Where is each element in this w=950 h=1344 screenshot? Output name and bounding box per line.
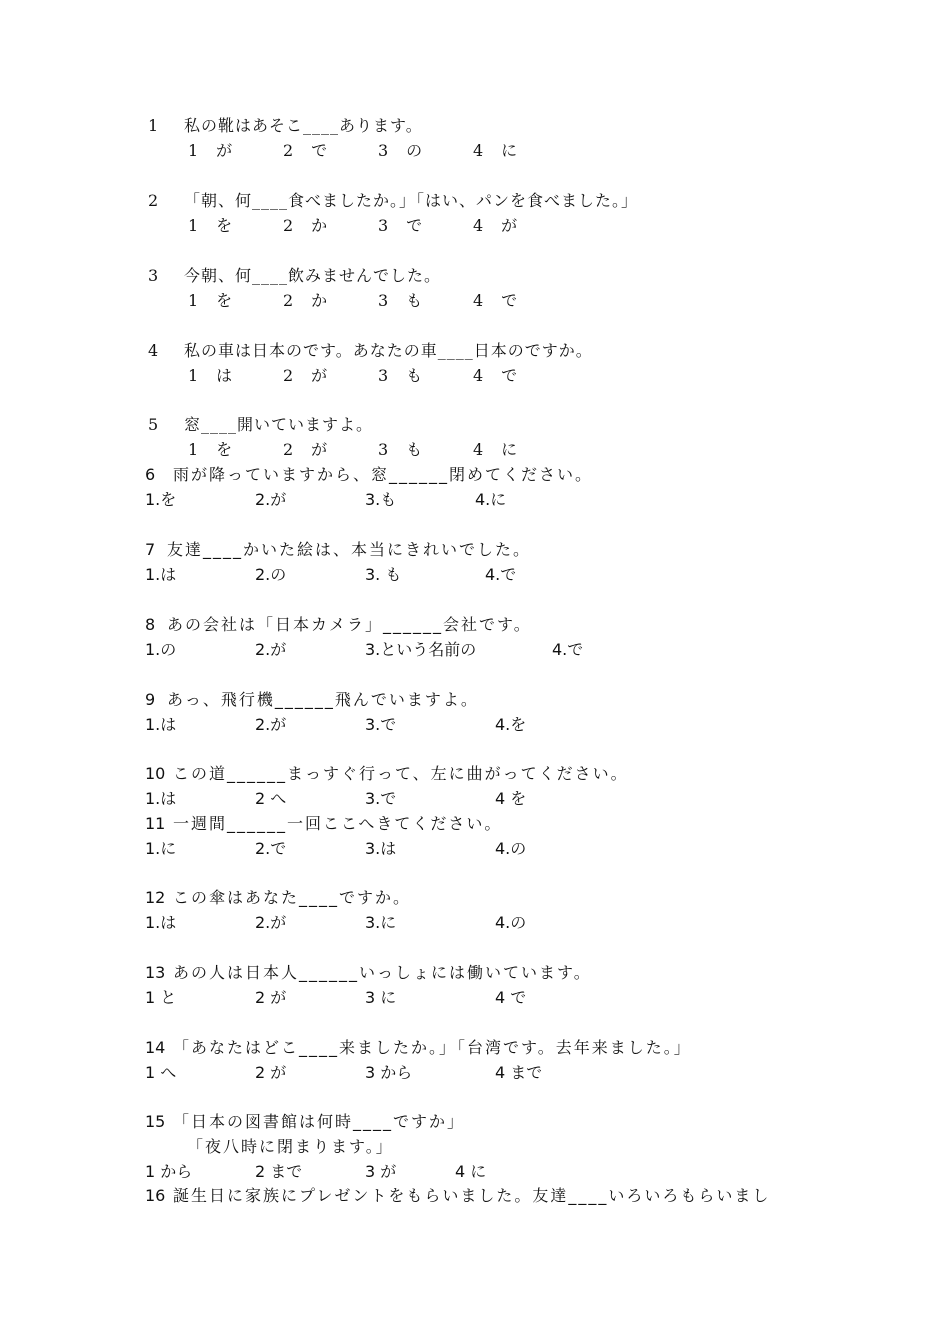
option-4[interactable]: 4 で bbox=[473, 366, 519, 385]
option-2[interactable]: 2 か bbox=[283, 291, 329, 310]
option-3[interactable]: 3.は bbox=[365, 839, 397, 858]
question-stem bbox=[145, 888, 411, 908]
question-stem bbox=[145, 690, 479, 710]
question-stem bbox=[145, 1112, 465, 1132]
option-1[interactable]: 1 を bbox=[188, 216, 234, 235]
option-1[interactable]: 1 を bbox=[188, 440, 234, 459]
question-text: この傘はあなた____ですか。 bbox=[173, 888, 412, 907]
question-stem bbox=[148, 116, 423, 136]
option-2[interactable]: 2 が bbox=[283, 440, 329, 459]
option-4[interactable]: 4 まで bbox=[495, 1063, 543, 1082]
option-2[interactable]: 2 で bbox=[283, 141, 329, 160]
question-text: 今朝、何____飲みませんでした。 bbox=[184, 266, 442, 285]
option-1[interactable]: 1.は bbox=[145, 789, 177, 808]
question-stem bbox=[148, 341, 593, 361]
question-number: 12 bbox=[145, 888, 166, 907]
question-stem bbox=[148, 415, 373, 435]
question-number: 2 bbox=[148, 191, 160, 210]
option-1[interactable]: 1.は bbox=[145, 913, 177, 932]
option-2[interactable]: 2.が bbox=[255, 715, 287, 734]
option-4[interactable]: 4.で bbox=[552, 640, 584, 659]
option-3[interactable]: 3 が bbox=[365, 1162, 397, 1181]
option-4[interactable]: 4 で bbox=[495, 988, 527, 1007]
option-1[interactable]: 1 から bbox=[145, 1162, 193, 1181]
question-stem bbox=[145, 1186, 770, 1206]
option-4[interactable]: 4.の bbox=[495, 913, 527, 932]
option-3[interactable]: 3. も bbox=[365, 565, 402, 584]
question-stem bbox=[145, 615, 532, 635]
option-1[interactable]: 1.に bbox=[145, 839, 177, 858]
option-2[interactable]: 2.が bbox=[255, 490, 287, 509]
option-1[interactable]: 1 を bbox=[188, 291, 234, 310]
option-3[interactable]: 3 の bbox=[378, 141, 424, 160]
question-stem bbox=[145, 1038, 692, 1058]
option-1[interactable]: 1 と bbox=[145, 988, 177, 1007]
option-3[interactable]: 3 から bbox=[365, 1063, 413, 1082]
question-text: 雨が降っていますから、窓______閉めてください。 bbox=[173, 465, 594, 484]
option-3[interactable]: 3 も bbox=[378, 291, 424, 310]
option-1[interactable]: 1 は bbox=[188, 366, 234, 385]
question-number: 13 bbox=[145, 963, 166, 982]
option-4[interactable]: 4 に bbox=[473, 141, 519, 160]
question-text: 「あなたはどこ____来ましたか。」「台湾です。去年来ました。」 bbox=[173, 1038, 692, 1057]
option-1[interactable]: 1 が bbox=[188, 141, 234, 160]
question-number: 15 bbox=[145, 1112, 166, 1131]
question-stem bbox=[148, 191, 638, 211]
question-text: あの会社は「日本カメラ」______会社です。 bbox=[167, 615, 532, 634]
question-text: 「朝、何____食べましたか。」「はい、パンを食べました。」 bbox=[184, 191, 639, 210]
question-text: この道______まっすぐ行って、左に曲がってください。 bbox=[173, 764, 629, 783]
option-3[interactable]: 3 で bbox=[378, 216, 424, 235]
question-text: 一週間______一回ここへきてください。 bbox=[173, 814, 503, 833]
question-text: 誕生日に家族にプレゼントをもらいました。友達____いろいろもらいまし bbox=[173, 1186, 771, 1205]
question-text-line-2: 「夜八時に閉まります。」 bbox=[187, 1137, 394, 1156]
question-text: あっ、飛行機______飛んでいますよ。 bbox=[167, 690, 479, 709]
option-4[interactable]: 4 が bbox=[473, 216, 519, 235]
question-stem bbox=[145, 764, 629, 784]
option-2[interactable]: 2 へ bbox=[255, 789, 287, 808]
question-stem bbox=[145, 465, 593, 485]
question-number: 5 bbox=[148, 415, 160, 434]
option-2[interactable]: 2.が bbox=[255, 913, 287, 932]
question-stem bbox=[145, 814, 502, 834]
option-1[interactable]: 1.は bbox=[145, 565, 177, 584]
option-3[interactable]: 3.で bbox=[365, 789, 397, 808]
question-text: 友達____かいた絵は、本当にきれいでした。 bbox=[167, 540, 532, 559]
option-4[interactable]: 4.を bbox=[495, 715, 527, 734]
option-2[interactable]: 2.が bbox=[255, 640, 287, 659]
question-number: 10 bbox=[145, 764, 166, 783]
question-text: 窓____開いていますよ。 bbox=[184, 415, 374, 434]
option-4[interactable]: 4 に bbox=[455, 1162, 487, 1181]
option-4[interactable]: 4.で bbox=[485, 565, 517, 584]
question-number: 14 bbox=[145, 1038, 166, 1057]
question-text: あの人は日本人______いっしょには働いています。 bbox=[173, 963, 592, 982]
question-text: 私の車は日本のです。あなたの車____日本のですか。 bbox=[184, 341, 593, 360]
question-text: 「日本の図書館は何時____ですか」 bbox=[173, 1112, 466, 1131]
question-number: 9 bbox=[145, 690, 156, 709]
option-3[interactable]: 3.で bbox=[365, 715, 397, 734]
option-4[interactable]: 4 で bbox=[473, 291, 519, 310]
option-2[interactable]: 2 か bbox=[283, 216, 329, 235]
option-2[interactable]: 2 が bbox=[255, 1063, 287, 1082]
question-number: 11 bbox=[145, 814, 166, 833]
question-number: 16 bbox=[145, 1186, 166, 1205]
option-3[interactable]: 3.に bbox=[365, 913, 397, 932]
question-number: 3 bbox=[148, 266, 160, 285]
option-4[interactable]: 4 を bbox=[495, 789, 527, 808]
option-3[interactable]: 3 に bbox=[365, 988, 397, 1007]
question-number: 4 bbox=[148, 341, 160, 360]
option-2[interactable]: 2 が bbox=[283, 366, 329, 385]
option-1[interactable]: 1.は bbox=[145, 715, 177, 734]
option-4[interactable]: 4.に bbox=[475, 490, 507, 509]
option-4[interactable]: 4 に bbox=[473, 440, 519, 459]
option-3[interactable]: 3 も bbox=[378, 366, 424, 385]
option-2[interactable]: 2.で bbox=[255, 839, 287, 858]
question-text: 私の靴はあそこ____あります。 bbox=[184, 116, 423, 135]
question-number: 8 bbox=[145, 615, 156, 634]
option-3[interactable]: 3.という名前の bbox=[365, 640, 477, 659]
option-3[interactable]: 3 も bbox=[378, 440, 424, 459]
question-stem bbox=[145, 540, 531, 560]
question-number: 7 bbox=[145, 540, 156, 559]
option-2[interactable]: 2 が bbox=[255, 988, 287, 1007]
question-stem bbox=[148, 266, 441, 286]
question-number: 6 bbox=[145, 465, 156, 484]
option-2[interactable]: 2 まで bbox=[255, 1162, 303, 1181]
option-4[interactable]: 4.の bbox=[495, 839, 527, 858]
option-3[interactable]: 3.も bbox=[365, 490, 397, 509]
question-number: 1 bbox=[148, 116, 160, 135]
option-1[interactable]: 1 へ bbox=[145, 1063, 177, 1082]
option-2[interactable]: 2.の bbox=[255, 565, 287, 584]
option-1[interactable]: 1.を bbox=[145, 490, 177, 509]
option-1[interactable]: 1.の bbox=[145, 640, 177, 659]
question-stem bbox=[145, 963, 592, 983]
